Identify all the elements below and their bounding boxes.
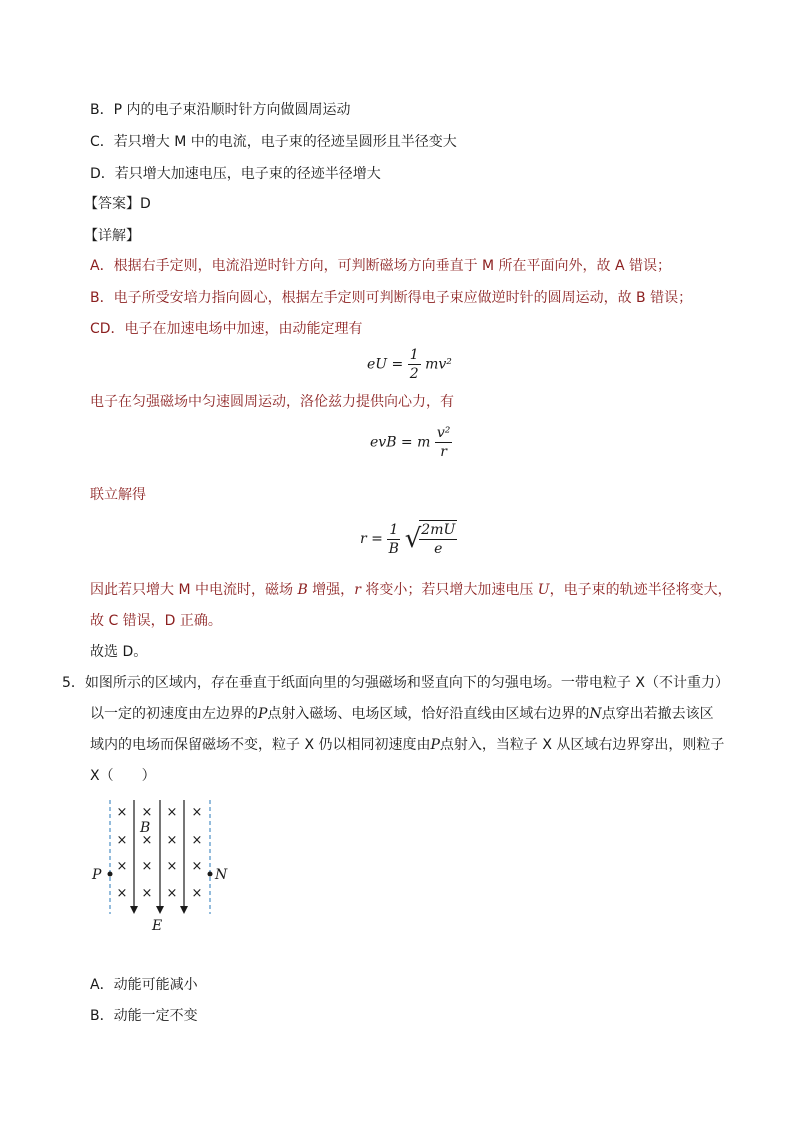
conclusion-text-c: 增强，: [307, 582, 355, 598]
label-e: E: [152, 918, 163, 934]
eq2-fraction: [435, 424, 453, 461]
label-b: B: [140, 820, 151, 836]
eq1-fraction: [408, 346, 421, 383]
option-c-prev: C．若只增大 M 中的电流，电子束的径迹呈圆形且半径变大: [90, 134, 457, 150]
eq3-den: B: [388, 540, 399, 557]
eq2-num: v²: [436, 425, 451, 441]
eq3-fraction: [387, 521, 400, 558]
cross-mark: ×: [166, 833, 178, 848]
cross-mark: ×: [191, 886, 203, 901]
eq3-left: r =: [360, 531, 383, 547]
explanation-b: B．电子所受安培力指向圆心，根据左手定则可判断得电子束应做逆时针的圆周运动，故 B 错误；: [90, 290, 693, 306]
q5-l3c: 点射入，当粒子 X 从区域右边界穿出，则粒子: [439, 737, 725, 753]
cross-mark: ×: [141, 859, 153, 874]
q5-l2-n: N: [589, 706, 602, 722]
field-diagram: [88, 796, 248, 936]
eq3-num: 1: [389, 521, 399, 538]
answer-label: 【答案】D: [84, 196, 151, 212]
conclusion-text-g: ，电子束的轨迹半径将变大，: [549, 582, 732, 598]
explanation-cd-intro: CD．电子在加速电场中加速，由动能定理有: [90, 321, 363, 337]
explanation-a: A．根据右手定则，电流沿逆时针方向，可判断磁场方向垂直于 M 所在平面向外，故 A 错误；: [90, 258, 672, 274]
equation-radius: [360, 520, 457, 558]
cross-mark: ×: [141, 805, 153, 820]
sqrt-sign: √: [404, 524, 422, 554]
question-5-line-2: [90, 704, 714, 724]
cross-mark: ×: [116, 859, 128, 874]
cross-mark: ×: [116, 833, 128, 848]
label-n: N: [215, 867, 228, 883]
eq2-left: evB = m: [370, 434, 431, 451]
conclusion-var-b: B: [297, 582, 308, 598]
explanation-conclusion-2: 故 C 错误，D 正确。: [90, 613, 222, 629]
option-d-prev: D．若只增大加速电压，电子束的径迹半径增大: [90, 166, 381, 182]
option-5a: A．动能可能减小: [90, 977, 198, 993]
conclusion-text-e: 将变小；若只增大加速电压: [360, 582, 538, 598]
question-text-1: 如图所示的区域内，存在垂直于纸面向里的匀强磁场和竖直向下的匀强电场。一带电粒子 X（不计重力）: [84, 675, 729, 691]
cross-mark: ×: [166, 886, 178, 901]
point-p-dot: [108, 872, 113, 877]
eq2-den: r: [440, 444, 447, 460]
eq1-num: 1: [409, 347, 419, 363]
q5-l2a: 以一定的初速度由左边界的: [90, 706, 258, 722]
detail-title: 【详解】: [84, 228, 140, 244]
equation-lorentz: [370, 424, 452, 461]
conclusion-text-a: 因此若只增大 M 中电流时，磁场: [90, 582, 298, 598]
cross-mark: ×: [116, 805, 128, 820]
eq3-rad-num: 2mU: [421, 522, 456, 538]
eq1-left: eU =: [367, 356, 404, 373]
arrowheads: [130, 906, 188, 914]
explanation-para2: 电子在匀强磁场中匀速圆周运动，洛伦兹力提供向心力，有: [90, 394, 454, 410]
question-5-line-1: [62, 673, 729, 693]
q5-l2c: 点射入磁场、电场区域，恰好沿直线由区域右边界的: [267, 706, 590, 722]
cross-mark: ×: [191, 859, 203, 874]
cross-mark: ×: [191, 833, 203, 848]
explanation-final: 故选 D。: [90, 644, 148, 660]
label-p: P: [92, 867, 102, 883]
cross-mark: ×: [116, 886, 128, 901]
option-b-prev: B．P 内的电子束沿顺时针方向做圆周运动: [90, 102, 351, 118]
point-n-dot: [208, 872, 213, 877]
conclusion-var-r: r: [354, 582, 361, 598]
q5-l2e: 点穿出若撤去该区: [601, 706, 714, 722]
eq1-den: 2: [409, 366, 419, 382]
q5-l3-p: P: [430, 737, 440, 753]
eq3-rad-den: e: [434, 541, 443, 557]
option-5b: B．动能一定不变: [90, 1008, 198, 1024]
explanation-para3: 联立解得: [90, 487, 146, 503]
explanation-conclusion-1: [90, 580, 732, 600]
conclusion-var-u: U: [537, 582, 550, 598]
cross-mark: ×: [166, 805, 178, 820]
cross-mark: ×: [141, 886, 153, 901]
eq3-radicand: [419, 520, 457, 558]
cross-mark: ×: [166, 859, 178, 874]
question-number: 5．: [62, 675, 85, 691]
q5-l2-p: P: [258, 706, 268, 722]
cross-mark: ×: [191, 805, 203, 820]
q5-l3a: 域内的电场而保留磁场不变，粒子 X 仍以相同初速度由: [90, 737, 431, 753]
question-5-line-3: [90, 735, 724, 755]
eq1-right: mv²: [425, 356, 452, 373]
equation-energy: [367, 346, 452, 383]
question-5-line-4: X（ ）: [90, 768, 156, 784]
cross-mark: ×: [141, 833, 153, 848]
